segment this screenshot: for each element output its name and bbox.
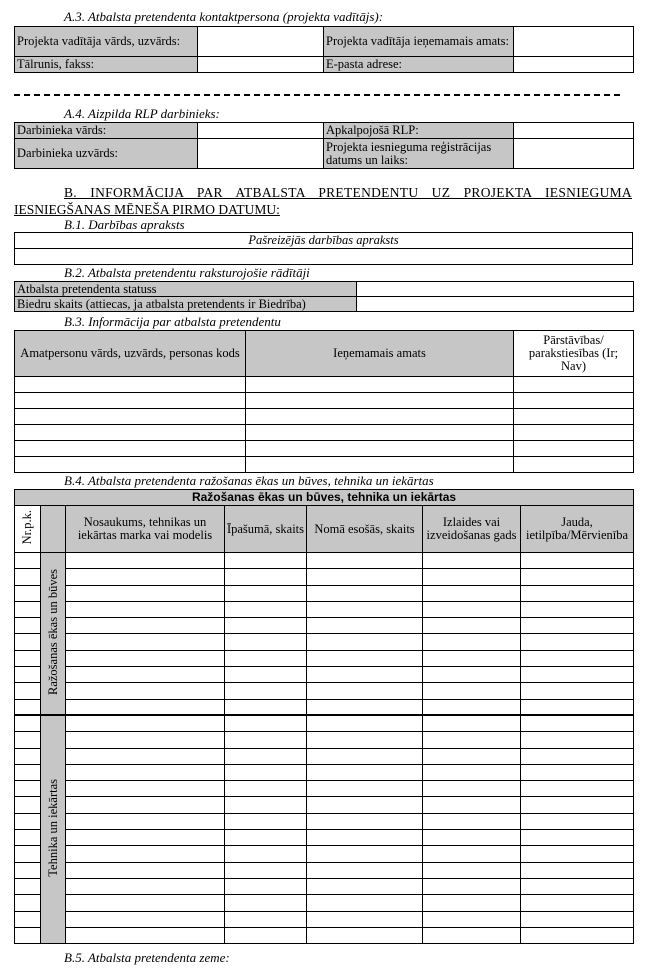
table-row xyxy=(15,715,634,731)
b4-col-owned: Īpašumā, skaits xyxy=(225,506,307,553)
official-position-cell[interactable] xyxy=(246,409,514,425)
table-row xyxy=(15,732,634,748)
owned-cell[interactable] xyxy=(225,813,307,829)
year-cell[interactable] xyxy=(423,781,521,797)
power-cell[interactable] xyxy=(521,634,634,650)
b1-heading: B.1. Darbības apraksts xyxy=(64,217,185,232)
row-number-cell[interactable] xyxy=(15,878,41,894)
year-cell[interactable] xyxy=(423,667,521,683)
table-row xyxy=(15,830,634,846)
table-row xyxy=(15,601,634,617)
table-row xyxy=(15,553,634,569)
representation-cell[interactable] xyxy=(514,377,634,393)
owned-cell[interactable] xyxy=(225,569,307,585)
name-cell[interactable] xyxy=(66,878,225,894)
table-row xyxy=(15,667,634,683)
owned-cell[interactable] xyxy=(225,618,307,634)
year-cell[interactable] xyxy=(423,813,521,829)
b4-col-nr xyxy=(15,506,41,553)
table-row xyxy=(15,683,634,699)
owned-cell[interactable] xyxy=(225,797,307,813)
year-cell[interactable] xyxy=(423,862,521,878)
row-number-cell[interactable] xyxy=(15,830,41,846)
rented-cell[interactable] xyxy=(307,748,423,764)
official-name-cell[interactable] xyxy=(15,457,246,473)
power-cell[interactable] xyxy=(521,699,634,715)
year-cell[interactable] xyxy=(423,830,521,846)
name-cell[interactable] xyxy=(66,569,225,585)
phone-label: Tālrunis, fakss: xyxy=(15,57,198,73)
employee-name-label: Darbinieka vārds: xyxy=(15,123,198,139)
b5-heading: B.5. Atbalsta pretendenta zeme: xyxy=(64,950,230,965)
name-cell[interactable] xyxy=(66,618,225,634)
row-number-cell[interactable] xyxy=(15,553,41,569)
owned-cell[interactable] xyxy=(225,748,307,764)
name-cell[interactable] xyxy=(66,732,225,748)
year-cell[interactable] xyxy=(423,732,521,748)
rented-cell[interactable] xyxy=(307,667,423,683)
table-row xyxy=(15,878,634,894)
year-cell[interactable] xyxy=(423,553,521,569)
official-position-cell[interactable] xyxy=(246,441,514,457)
dashed-separator xyxy=(14,94,620,96)
name-cell[interactable] xyxy=(66,683,225,699)
year-cell[interactable] xyxy=(423,895,521,911)
table-row xyxy=(15,797,634,813)
table-row xyxy=(15,650,634,666)
year-cell[interactable] xyxy=(423,618,521,634)
table-row xyxy=(15,569,634,585)
rented-cell[interactable] xyxy=(307,634,423,650)
name-cell[interactable] xyxy=(66,748,225,764)
official-position-cell[interactable] xyxy=(246,425,514,441)
b3-col-representation: Pārstāvības/ parakstiesības (Ir; Nav) xyxy=(514,331,634,377)
year-cell[interactable] xyxy=(423,878,521,894)
name-cell[interactable] xyxy=(66,927,225,943)
name-cell[interactable] xyxy=(66,911,225,927)
group-buildings-label-cell xyxy=(41,553,66,716)
year-cell[interactable] xyxy=(423,715,521,731)
owned-cell[interactable] xyxy=(225,553,307,569)
email-field[interactable] xyxy=(514,57,634,73)
name-cell[interactable] xyxy=(66,553,225,569)
name-cell[interactable] xyxy=(66,699,225,715)
power-cell[interactable] xyxy=(521,683,634,699)
power-cell[interactable] xyxy=(521,667,634,683)
official-position-cell[interactable] xyxy=(246,457,514,473)
rented-cell[interactable] xyxy=(307,862,423,878)
serving-rlp-label: Apkalpojošā RLP: xyxy=(324,123,514,139)
owned-cell[interactable] xyxy=(225,732,307,748)
power-cell[interactable] xyxy=(521,585,634,601)
rented-cell[interactable] xyxy=(307,846,423,862)
row-number-cell[interactable] xyxy=(15,601,41,617)
owned-cell[interactable] xyxy=(225,585,307,601)
table-row xyxy=(15,441,634,457)
power-cell[interactable] xyxy=(521,764,634,780)
official-name-cell[interactable] xyxy=(15,409,246,425)
b4-col-year: Izlaides vai izveidošanas gads xyxy=(423,506,521,553)
rented-cell[interactable] xyxy=(307,895,423,911)
row-number-cell[interactable] xyxy=(15,911,41,927)
status-label: Atbalsta pretendenta statuss xyxy=(15,282,357,297)
name-cell[interactable] xyxy=(66,830,225,846)
section-b-heading-line1: B. INFORMĀCIJA PAR ATBALSTA PRETENDENTU UZ PROJEKTA IESNIEGUMA xyxy=(64,185,632,200)
owned-cell[interactable] xyxy=(225,781,307,797)
power-cell[interactable] xyxy=(521,553,634,569)
name-cell[interactable] xyxy=(66,813,225,829)
b1-description-field[interactable] xyxy=(15,249,633,265)
official-name-cell[interactable] xyxy=(15,441,246,457)
year-cell[interactable] xyxy=(423,634,521,650)
rented-cell[interactable] xyxy=(307,618,423,634)
owned-cell[interactable] xyxy=(225,895,307,911)
name-cell[interactable] xyxy=(66,650,225,666)
b1-table xyxy=(14,232,633,265)
leader-name-label: Projekta vadītāja vārds, uzvārds: xyxy=(15,27,198,57)
a3-heading: A.3. Atbalsta pretendenta kontaktpersona (projekta vadītājs): xyxy=(64,9,384,24)
year-cell[interactable] xyxy=(423,585,521,601)
table-row xyxy=(15,862,634,878)
members-label: Biedru skaits (attiecas, ja atbalsta pretendents ir Biedrība) xyxy=(15,297,357,312)
year-cell[interactable] xyxy=(423,797,521,813)
power-cell[interactable] xyxy=(521,618,634,634)
owned-cell[interactable] xyxy=(225,862,307,878)
table-row xyxy=(15,457,634,473)
a4-employee-table xyxy=(14,122,634,169)
rented-cell[interactable] xyxy=(307,553,423,569)
b4-col-rented: Nomā esošās, skaits xyxy=(307,506,423,553)
table-row xyxy=(15,585,634,601)
row-number-cell[interactable] xyxy=(15,650,41,666)
section-b-heading xyxy=(14,184,632,218)
section-b-heading-line2: IESNIEGŠANAS MĒNEŠA PIRMO DATUMU: xyxy=(14,202,280,217)
year-cell[interactable] xyxy=(423,650,521,666)
row-number-cell[interactable] xyxy=(15,927,41,943)
row-number-cell[interactable] xyxy=(15,797,41,813)
table-row xyxy=(15,393,634,409)
power-cell[interactable] xyxy=(521,927,634,943)
phone-field[interactable] xyxy=(198,57,324,73)
row-number-cell[interactable] xyxy=(15,569,41,585)
table-row xyxy=(15,764,634,780)
row-number-cell[interactable] xyxy=(15,846,41,862)
owned-cell[interactable] xyxy=(225,683,307,699)
rented-cell[interactable] xyxy=(307,699,423,715)
owned-cell[interactable] xyxy=(225,878,307,894)
b4-col-group-header xyxy=(41,506,66,553)
row-number-cell[interactable] xyxy=(15,764,41,780)
table-row xyxy=(15,699,634,715)
official-name-cell[interactable] xyxy=(15,393,246,409)
name-cell[interactable] xyxy=(66,862,225,878)
employee-surname-field[interactable] xyxy=(198,139,324,169)
power-cell[interactable] xyxy=(521,895,634,911)
representation-cell[interactable] xyxy=(514,409,634,425)
table-row xyxy=(15,895,634,911)
b4-col-nr-label: Nr.p.k. xyxy=(20,510,34,545)
table-row xyxy=(15,425,634,441)
power-cell[interactable] xyxy=(521,601,634,617)
name-cell[interactable] xyxy=(66,846,225,862)
b3-col-position: Ieņemamais amats xyxy=(246,331,514,377)
year-cell[interactable] xyxy=(423,699,521,715)
year-cell[interactable] xyxy=(423,846,521,862)
power-cell[interactable] xyxy=(521,797,634,813)
power-cell[interactable] xyxy=(521,911,634,927)
name-cell[interactable] xyxy=(66,585,225,601)
rented-cell[interactable] xyxy=(307,764,423,780)
row-number-cell[interactable] xyxy=(15,748,41,764)
group-buildings-label: Ražošanas ēkas un būves xyxy=(45,569,60,696)
official-name-cell[interactable] xyxy=(15,425,246,441)
rented-cell[interactable] xyxy=(307,683,423,699)
table-row xyxy=(15,748,634,764)
power-cell[interactable] xyxy=(521,830,634,846)
leader-name-field[interactable] xyxy=(198,27,324,57)
name-cell[interactable] xyxy=(66,667,225,683)
serving-rlp-field[interactable] xyxy=(514,123,634,139)
official-name-cell[interactable] xyxy=(15,377,246,393)
owned-cell[interactable] xyxy=(225,846,307,862)
power-cell[interactable] xyxy=(521,748,634,764)
rented-cell[interactable] xyxy=(307,830,423,846)
year-cell[interactable] xyxy=(423,683,521,699)
name-cell[interactable] xyxy=(66,764,225,780)
year-cell[interactable] xyxy=(423,601,521,617)
row-number-cell[interactable] xyxy=(15,618,41,634)
rented-cell[interactable] xyxy=(307,878,423,894)
table-row xyxy=(15,911,634,927)
table-row xyxy=(15,634,634,650)
rented-cell[interactable] xyxy=(307,569,423,585)
owned-cell[interactable] xyxy=(225,699,307,715)
rented-cell[interactable] xyxy=(307,797,423,813)
year-cell[interactable] xyxy=(423,911,521,927)
b3-col-name: Amatpersonu vārds, uzvārds, personas kods xyxy=(15,331,246,377)
owned-cell[interactable] xyxy=(225,927,307,943)
b4-col-power: Jauda, ietilpība/Mērvienība xyxy=(521,506,634,553)
table-row xyxy=(15,618,634,634)
a3-contact-table xyxy=(14,26,634,73)
year-cell[interactable] xyxy=(423,927,521,943)
rented-cell[interactable] xyxy=(307,732,423,748)
power-cell[interactable] xyxy=(521,732,634,748)
owned-cell[interactable] xyxy=(225,911,307,927)
owned-cell[interactable] xyxy=(225,715,307,731)
representation-cell[interactable] xyxy=(514,393,634,409)
owned-cell[interactable] xyxy=(225,650,307,666)
table-row xyxy=(15,927,634,943)
rented-cell[interactable] xyxy=(307,927,423,943)
power-cell[interactable] xyxy=(521,715,634,731)
a4-heading: A.4. Aizpilda RLP darbinieks: xyxy=(64,106,220,121)
leader-position-field[interactable] xyxy=(514,27,634,57)
rented-cell[interactable] xyxy=(307,911,423,927)
name-cell[interactable] xyxy=(66,634,225,650)
b3-table xyxy=(14,330,634,473)
row-number-cell[interactable] xyxy=(15,732,41,748)
name-cell[interactable] xyxy=(66,601,225,617)
power-cell[interactable] xyxy=(521,878,634,894)
email-label: E-pasta adrese: xyxy=(324,57,514,73)
representation-cell[interactable] xyxy=(514,457,634,473)
b4-heading: B.4. Atbalsta pretendenta ražošanas ēkas un būves, tehnika un iekārtas xyxy=(64,473,434,488)
registration-field[interactable] xyxy=(514,139,634,169)
table-row xyxy=(15,409,634,425)
power-cell[interactable] xyxy=(521,862,634,878)
name-cell[interactable] xyxy=(66,715,225,731)
b2-heading: B.2. Atbalsta pretendentu raksturojošie rādītāji xyxy=(64,265,310,280)
leader-position-label: Projekta vadītāja ieņemamais amats: xyxy=(324,27,514,57)
b4-table-title: Ražošanas ēkas un būves, tehnika un iekārtas xyxy=(15,490,634,506)
table-row xyxy=(15,781,634,797)
representation-cell[interactable] xyxy=(514,425,634,441)
rented-cell[interactable] xyxy=(307,813,423,829)
row-number-cell[interactable] xyxy=(15,715,41,731)
name-cell[interactable] xyxy=(66,781,225,797)
group-equipment-label: Tehnika un iekārtas xyxy=(45,779,60,878)
owned-cell[interactable] xyxy=(225,830,307,846)
b4-table xyxy=(14,489,634,944)
b4-col-name: Nosaukums, tehnikas un iekārtas marka vai modelis xyxy=(66,506,225,553)
owned-cell[interactable] xyxy=(225,601,307,617)
employee-surname-label: Darbinieka uzvārds: xyxy=(15,139,198,169)
table-row xyxy=(15,813,634,829)
power-cell[interactable] xyxy=(521,846,634,862)
official-position-cell[interactable] xyxy=(246,377,514,393)
row-number-cell[interactable] xyxy=(15,683,41,699)
row-number-cell[interactable] xyxy=(15,667,41,683)
name-cell[interactable] xyxy=(66,895,225,911)
row-number-cell[interactable] xyxy=(15,895,41,911)
year-cell[interactable] xyxy=(423,748,521,764)
b3-heading: B.3. Informācija par atbalsta pretendentu xyxy=(64,314,281,329)
representation-cell[interactable] xyxy=(514,441,634,457)
registration-label: Projekta iesnieguma reģistrācijas datums un laiks: xyxy=(324,139,514,169)
rented-cell[interactable] xyxy=(307,715,423,731)
row-number-cell[interactable] xyxy=(15,781,41,797)
rented-cell[interactable] xyxy=(307,585,423,601)
power-cell[interactable] xyxy=(521,781,634,797)
owned-cell[interactable] xyxy=(225,667,307,683)
power-cell[interactable] xyxy=(521,569,634,585)
table-row xyxy=(15,846,634,862)
b2-table xyxy=(14,281,634,312)
row-number-cell[interactable] xyxy=(15,585,41,601)
status-field[interactable] xyxy=(357,282,634,297)
row-number-cell[interactable] xyxy=(15,862,41,878)
b1-column-header: Pašreizējās darbības apraksts xyxy=(15,233,633,249)
official-position-cell[interactable] xyxy=(246,393,514,409)
rented-cell[interactable] xyxy=(307,650,423,666)
year-cell[interactable] xyxy=(423,764,521,780)
row-number-cell[interactable] xyxy=(15,813,41,829)
power-cell[interactable] xyxy=(521,813,634,829)
rented-cell[interactable] xyxy=(307,601,423,617)
row-number-cell[interactable] xyxy=(15,699,41,715)
row-number-cell[interactable] xyxy=(15,634,41,650)
year-cell[interactable] xyxy=(423,569,521,585)
rented-cell[interactable] xyxy=(307,781,423,797)
group-equipment-label-cell xyxy=(41,715,66,943)
members-field[interactable] xyxy=(357,297,634,312)
name-cell[interactable] xyxy=(66,797,225,813)
owned-cell[interactable] xyxy=(225,764,307,780)
employee-name-field[interactable] xyxy=(198,123,324,139)
power-cell[interactable] xyxy=(521,650,634,666)
owned-cell[interactable] xyxy=(225,634,307,650)
table-row xyxy=(15,377,634,393)
